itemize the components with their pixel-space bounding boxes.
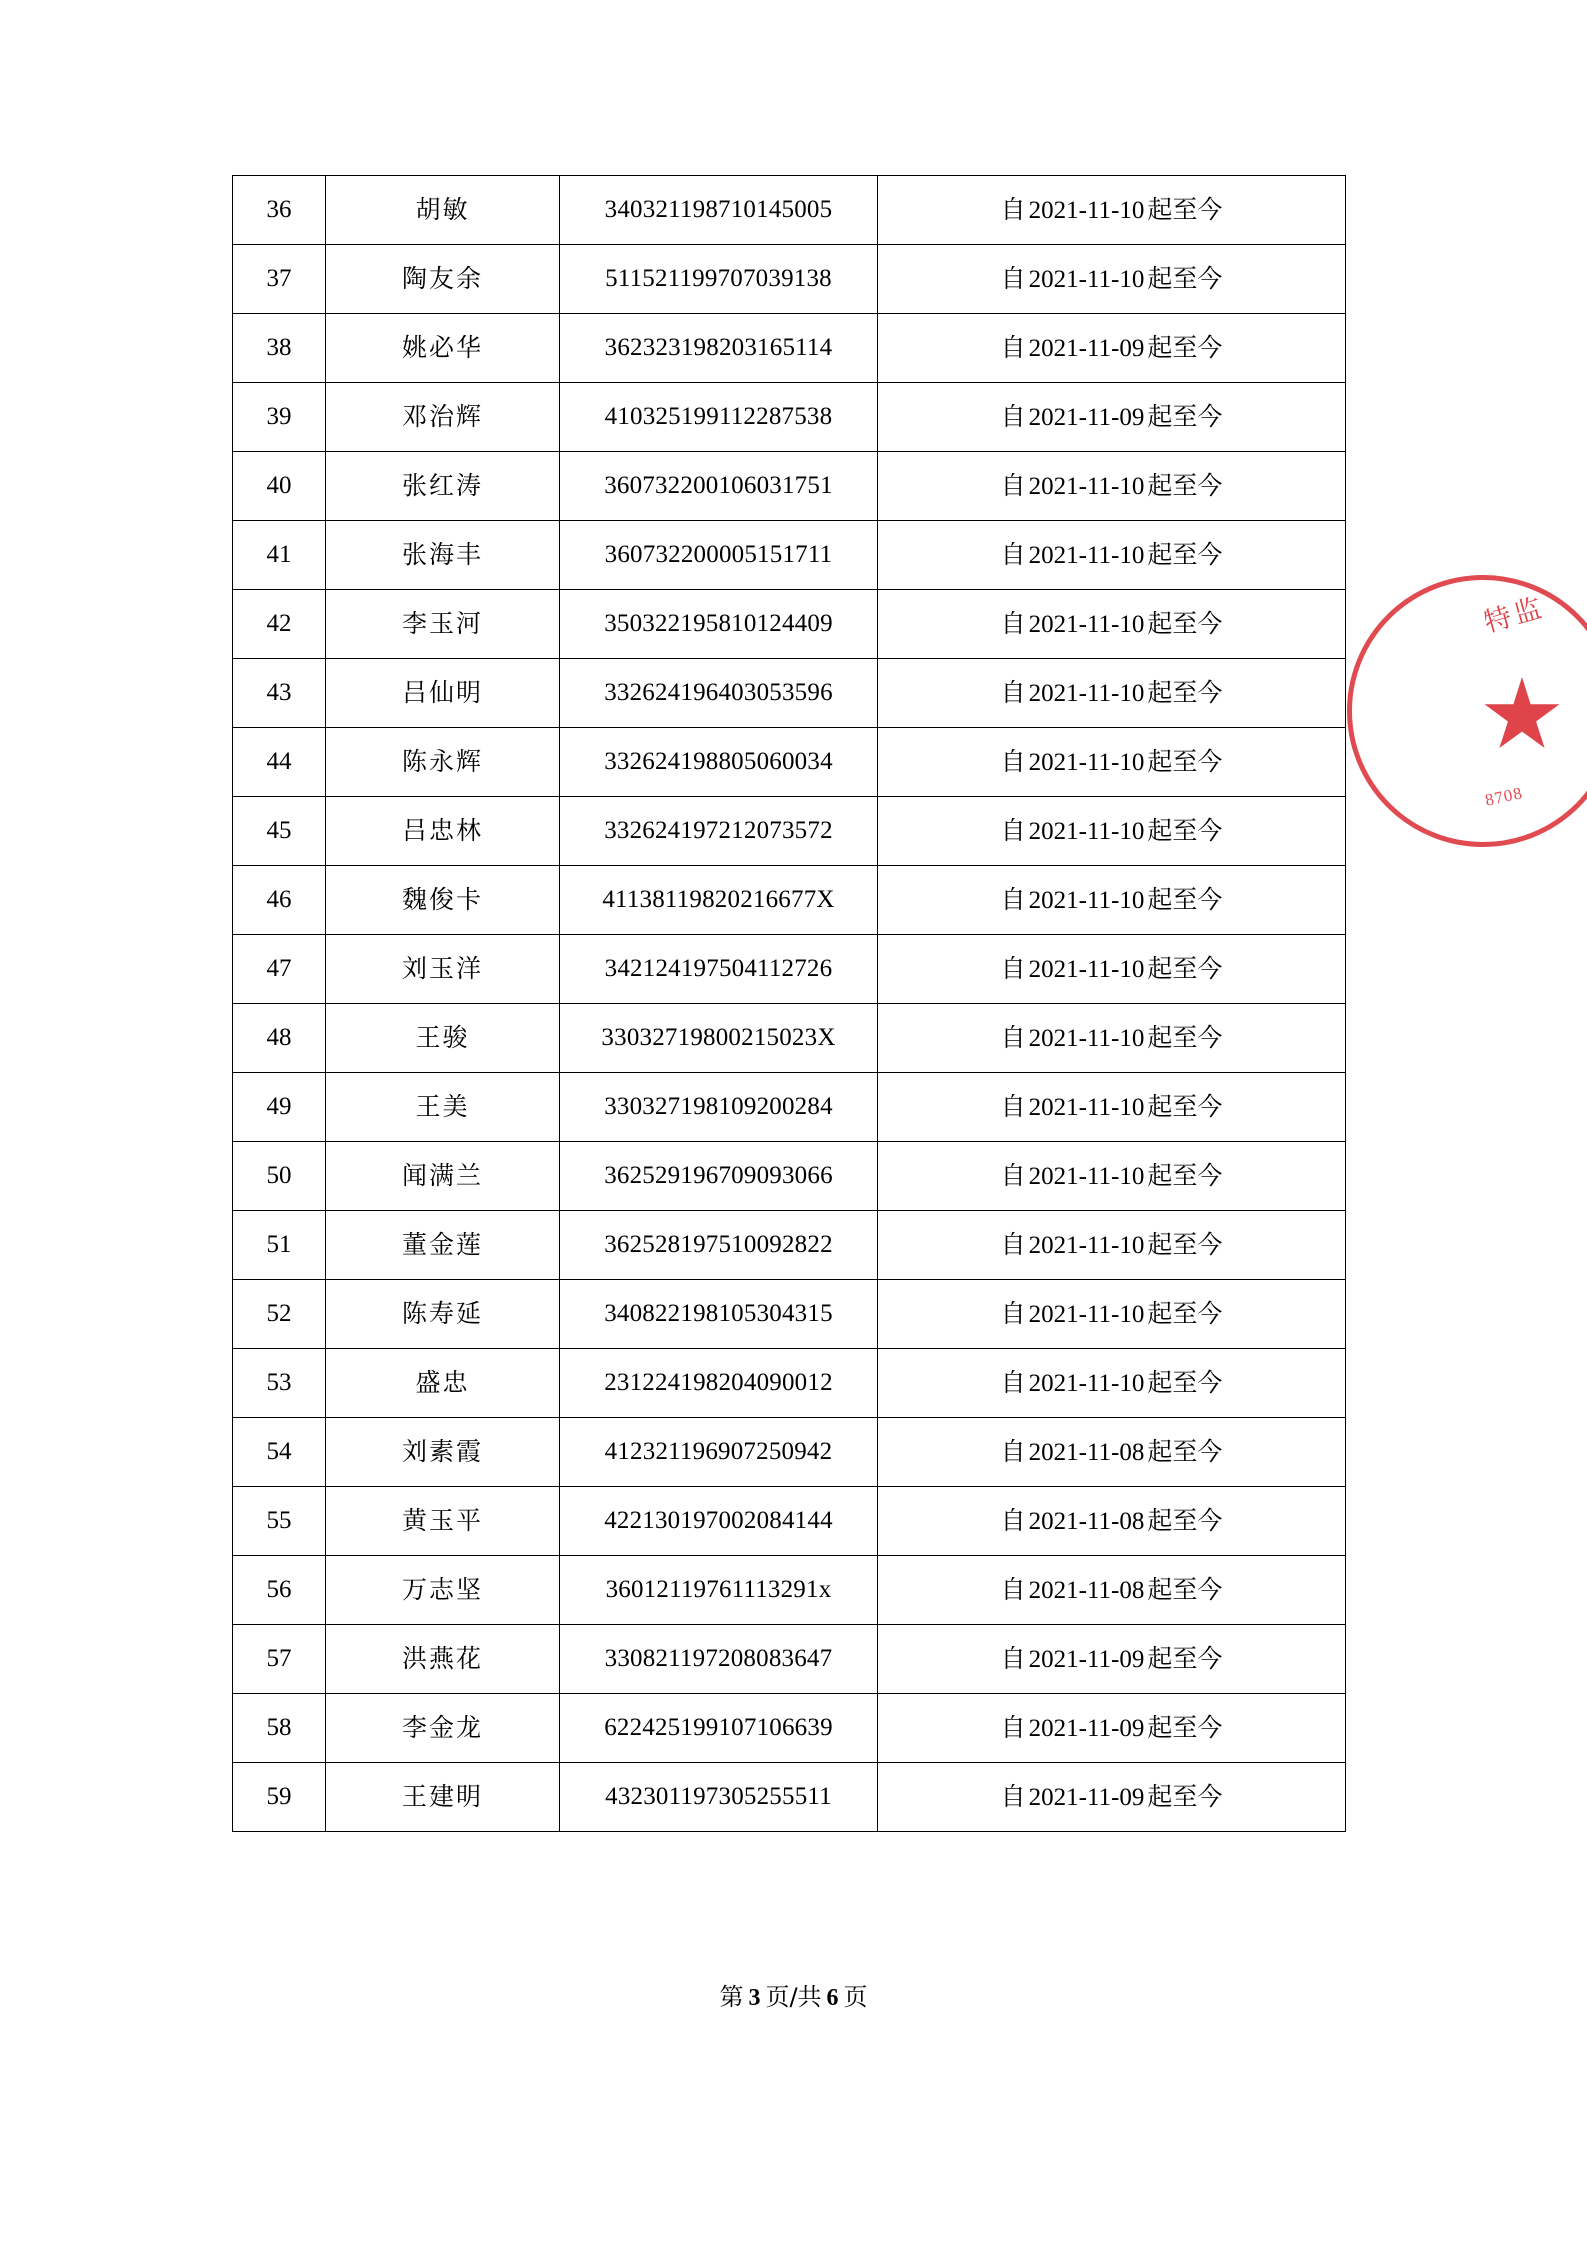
period-prefix: 自 [1000,1091,1026,1121]
period-date: 2021-11-10 [1028,817,1145,845]
row-period [878,452,1346,521]
row-index: 36 [233,176,326,245]
period-suffix: 起至今 [1147,539,1223,569]
row-id-number: 622425199107106639 [560,1694,878,1763]
row-index: 40 [233,452,326,521]
row-index: 54 [233,1418,326,1487]
period-prefix: 自 [1000,884,1026,914]
period-suffix: 起至今 [1147,953,1223,983]
table-row [233,383,1346,452]
period-date: 2021-11-10 [1028,1024,1145,1052]
period-date: 2021-11-10 [1028,472,1145,500]
row-name: 张红涛 [326,452,560,521]
row-name: 闻满兰 [326,1142,560,1211]
row-id-number: 362528197510092822 [560,1211,878,1280]
period-date: 2021-11-10 [1028,886,1145,914]
row-id-number: 362529196709093066 [560,1142,878,1211]
row-index: 48 [233,1004,326,1073]
row-index: 37 [233,245,326,314]
row-id-number: 41138119820216677X [560,866,878,935]
row-index: 42 [233,590,326,659]
table-row [233,1349,1346,1418]
row-period [878,1487,1346,1556]
period-prefix: 自 [1000,1367,1026,1397]
row-id-number: 432301197305255511 [560,1763,878,1832]
period-date: 2021-11-09 [1028,1645,1145,1673]
period-prefix: 自 [1000,1160,1026,1190]
row-name: 魏俊卡 [326,866,560,935]
period-date: 2021-11-10 [1028,1369,1145,1397]
period-suffix: 起至今 [1147,746,1223,776]
row-name: 陈永辉 [326,728,560,797]
personnel-table [232,175,1346,1832]
table-row [233,1763,1346,1832]
row-index: 38 [233,314,326,383]
row-period [878,383,1346,452]
row-period [878,590,1346,659]
row-period [878,176,1346,245]
row-period [878,1004,1346,1073]
period-prefix: 自 [1000,401,1026,431]
row-id-number: 332624196403053596 [560,659,878,728]
period-prefix: 自 [1000,1229,1026,1259]
row-period [878,1625,1346,1694]
period-date: 2021-11-10 [1028,679,1145,707]
table-body [233,176,1346,1832]
row-id-number: 362323198203165114 [560,314,878,383]
row-index: 52 [233,1280,326,1349]
row-id-number: 412321196907250942 [560,1418,878,1487]
row-period [878,314,1346,383]
row-id-number: 511521199707039138 [560,245,878,314]
table-row [233,521,1346,590]
row-id-number: 332624198805060034 [560,728,878,797]
period-suffix: 起至今 [1147,884,1223,914]
row-name: 董金莲 [326,1211,560,1280]
period-date: 2021-11-10 [1028,196,1145,224]
period-date: 2021-11-09 [1028,1714,1145,1742]
row-id-number: 330327198109200284 [560,1073,878,1142]
seal-ring [1347,575,1587,847]
row-name: 胡敏 [326,176,560,245]
period-suffix: 起至今 [1147,401,1223,431]
row-name: 王美 [326,1073,560,1142]
row-index: 57 [233,1625,326,1694]
row-period [878,659,1346,728]
period-suffix: 起至今 [1147,1436,1223,1466]
row-index: 41 [233,521,326,590]
row-id-number: 360732200005151711 [560,521,878,590]
row-id-number: 410325199112287538 [560,383,878,452]
row-id-number: 330821197208083647 [560,1625,878,1694]
period-date: 2021-11-10 [1028,265,1145,293]
period-date: 2021-11-10 [1028,1162,1145,1190]
row-id-number: 340321198710145005 [560,176,878,245]
period-prefix: 自 [1000,332,1026,362]
row-index: 53 [233,1349,326,1418]
row-index: 45 [233,797,326,866]
period-prefix: 自 [1000,677,1026,707]
period-date: 2021-11-10 [1028,955,1145,983]
period-date: 2021-11-10 [1028,1093,1145,1121]
period-prefix: 自 [1000,1298,1026,1328]
period-suffix: 起至今 [1147,1367,1223,1397]
row-index: 58 [233,1694,326,1763]
table-row [233,176,1346,245]
table-row [233,1073,1346,1142]
row-period [878,521,1346,590]
row-name: 万志坚 [326,1556,560,1625]
row-index: 49 [233,1073,326,1142]
table-row [233,728,1346,797]
period-suffix: 起至今 [1147,1643,1223,1673]
page-footer [0,1977,1587,2012]
row-index: 56 [233,1556,326,1625]
period-prefix: 自 [1000,1022,1026,1052]
footer-middle: 页/共 [765,1983,822,2011]
table-row [233,1004,1346,1073]
row-period [878,728,1346,797]
row-name: 吕仙明 [326,659,560,728]
row-name: 洪燕花 [326,1625,560,1694]
table-row [233,590,1346,659]
table-row [233,1211,1346,1280]
period-suffix: 起至今 [1147,815,1223,845]
row-name: 李金龙 [326,1694,560,1763]
row-period [878,1556,1346,1625]
period-prefix: 自 [1000,608,1026,638]
footer-prefix: 第 [719,1983,744,2011]
row-index: 50 [233,1142,326,1211]
period-suffix: 起至今 [1147,1298,1223,1328]
period-suffix: 起至今 [1147,1505,1223,1535]
period-prefix: 自 [1000,470,1026,500]
table-row [233,1694,1346,1763]
row-period [878,1694,1346,1763]
row-period [878,1349,1346,1418]
row-id-number: 33032719800215023X [560,1004,878,1073]
row-name: 张海丰 [326,521,560,590]
row-id-number: 36012119761113291x [560,1556,878,1625]
period-date: 2021-11-10 [1028,748,1145,776]
row-index: 43 [233,659,326,728]
table-row [233,1487,1346,1556]
row-period [878,797,1346,866]
row-name: 盛忠 [326,1349,560,1418]
period-prefix: 自 [1000,1643,1026,1673]
table-row [233,866,1346,935]
table-row [233,1556,1346,1625]
period-suffix: 起至今 [1147,1160,1223,1190]
period-prefix: 自 [1000,1436,1026,1466]
period-prefix: 自 [1000,1574,1026,1604]
period-prefix: 自 [1000,953,1026,983]
period-prefix: 自 [1000,1781,1026,1811]
period-suffix: 起至今 [1147,1091,1223,1121]
table-row [233,314,1346,383]
official-seal [1465,575,1587,855]
row-index: 44 [233,728,326,797]
footer-page-number: 3 [748,1985,761,2011]
row-index: 39 [233,383,326,452]
period-suffix: 起至今 [1147,1022,1223,1052]
row-name: 李玉河 [326,590,560,659]
row-period [878,1280,1346,1349]
table-row [233,797,1346,866]
period-date: 2021-11-09 [1028,334,1145,362]
row-name: 邓治辉 [326,383,560,452]
table-row [233,659,1346,728]
row-name: 吕忠林 [326,797,560,866]
row-period [878,245,1346,314]
period-prefix: 自 [1000,263,1026,293]
row-index: 46 [233,866,326,935]
period-date: 2021-11-10 [1028,610,1145,638]
table-row [233,1625,1346,1694]
period-prefix: 自 [1000,539,1026,569]
period-date: 2021-11-09 [1028,1783,1145,1811]
seal-code: 8708 [1483,783,1525,810]
table-row [233,1142,1346,1211]
period-date: 2021-11-10 [1028,541,1145,569]
row-index: 59 [233,1763,326,1832]
period-suffix: 起至今 [1147,1712,1223,1742]
period-suffix: 起至今 [1147,1229,1223,1259]
row-name: 姚必华 [326,314,560,383]
row-period [878,935,1346,1004]
period-date: 2021-11-10 [1028,1231,1145,1259]
period-prefix: 自 [1000,815,1026,845]
row-name: 刘玉洋 [326,935,560,1004]
table-row [233,1418,1346,1487]
row-period [878,1211,1346,1280]
table-row [233,452,1346,521]
row-index: 51 [233,1211,326,1280]
period-date: 2021-11-08 [1028,1507,1145,1535]
period-suffix: 起至今 [1147,470,1223,500]
footer-suffix: 页 [843,1983,868,2011]
row-index: 55 [233,1487,326,1556]
row-id-number: 340822198105304315 [560,1280,878,1349]
row-id-number: 342124197504112726 [560,935,878,1004]
row-period [878,866,1346,935]
row-period [878,1073,1346,1142]
period-prefix: 自 [1000,194,1026,224]
row-name: 刘素霞 [326,1418,560,1487]
period-date: 2021-11-08 [1028,1438,1145,1466]
row-period [878,1142,1346,1211]
row-name: 陈寿延 [326,1280,560,1349]
footer-total-pages: 6 [826,1985,839,2011]
row-id-number: 360732200106031751 [560,452,878,521]
period-suffix: 起至今 [1147,332,1223,362]
row-name: 王建明 [326,1763,560,1832]
seal-text: 特监 [1480,591,1549,639]
period-suffix: 起至今 [1147,677,1223,707]
row-index: 47 [233,935,326,1004]
table-row [233,1280,1346,1349]
table-row [233,935,1346,1004]
period-suffix: 起至今 [1147,263,1223,293]
period-date: 2021-11-09 [1028,403,1145,431]
period-suffix: 起至今 [1147,194,1223,224]
period-suffix: 起至今 [1147,608,1223,638]
row-name: 陶友余 [326,245,560,314]
row-id-number: 332624197212073572 [560,797,878,866]
row-id-number: 422130197002084144 [560,1487,878,1556]
row-id-number: 231224198204090012 [560,1349,878,1418]
period-date: 2021-11-10 [1028,1300,1145,1328]
row-period [878,1763,1346,1832]
row-name: 王骏 [326,1004,560,1073]
period-date: 2021-11-08 [1028,1576,1145,1604]
period-prefix: 自 [1000,746,1026,776]
table-row [233,245,1346,314]
row-period [878,1418,1346,1487]
period-suffix: 起至今 [1147,1781,1223,1811]
period-suffix: 起至今 [1147,1574,1223,1604]
star-icon [1483,677,1561,755]
period-prefix: 自 [1000,1712,1026,1742]
row-id-number: 350322195810124409 [560,590,878,659]
period-prefix: 自 [1000,1505,1026,1535]
row-name: 黄玉平 [326,1487,560,1556]
